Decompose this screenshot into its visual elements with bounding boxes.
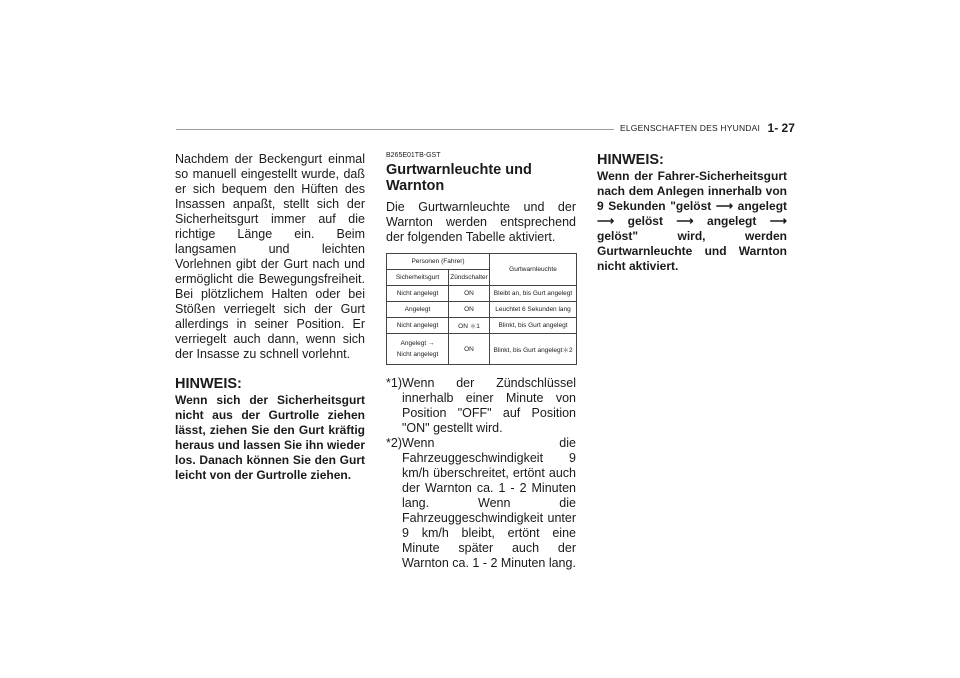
arrow-icon: ⟶ bbox=[597, 214, 615, 228]
table-group-header: Personen (Fahrer) bbox=[387, 254, 490, 270]
table-row bbox=[387, 318, 577, 334]
intro-paragraph: Die Gurtwarnleuchte und der Warnton werden entsprechend der folgenden Tabelle aktiviert. bbox=[386, 200, 576, 244]
table-cell: Leuchtet 6 Sekunden lang bbox=[490, 302, 577, 318]
table-row bbox=[387, 334, 577, 365]
note-heading-right: HINWEIS: bbox=[597, 152, 664, 168]
note-text: Wenn sich der Sicherheitsgurt nicht aus der Gurtrolle ziehen lässt, ziehen Sie den Gurt kräftig heraus und lassen Sie ihn wieder los. Danach können Sie den Gurt leicht von der Gurtrolle ziehen. bbox=[175, 393, 365, 482]
page-number: 1- 27 bbox=[767, 120, 795, 135]
arrow-icon: ⟶ bbox=[676, 214, 694, 228]
table-cell bbox=[387, 334, 449, 365]
footnote-mark: *2) bbox=[386, 436, 402, 450]
section-title: ELGENSCHAFTEN DES HYUNDAI bbox=[620, 122, 761, 133]
table-header-light: Gurtwarnleuchte bbox=[490, 254, 577, 286]
table-cell: Angelegt bbox=[387, 302, 449, 318]
note-segment: Wenn der Fahrer-Sicherheitsgurt nach dem Anlegen innerhalb von 9 Sekunden "gelöst bbox=[597, 169, 787, 213]
table-cell: Nicht angelegt bbox=[387, 318, 449, 334]
footnotes bbox=[386, 376, 576, 571]
note-segment: angelegt bbox=[737, 199, 788, 213]
table-cell-line: Nicht angelegt bbox=[396, 351, 439, 358]
table-cell: Blinkt, bis Gurt angelegt bbox=[490, 318, 577, 334]
note-segment: gelöst bbox=[627, 214, 663, 228]
footnote-text: Wenn der Zündschlüssel innerhalb einer Minute von Position "OFF" auf Position "ON" gestellt wird. bbox=[402, 376, 576, 435]
table-header-row bbox=[387, 254, 577, 270]
table-cell: Nicht angelegt bbox=[387, 286, 449, 302]
section-code: B265E01TB-GST bbox=[386, 152, 441, 159]
header-rule bbox=[176, 129, 614, 130]
footnote bbox=[386, 436, 576, 571]
table-cell: Blinkt, bis Gurt angelegt＊2 bbox=[490, 334, 577, 365]
belt-adjust-paragraph: Nachdem der Beckengurt einmal so manuell eingestellt wurde, daß er sich bequem den Hüften des Insassen anpaßt, stellt sich der Sicherheitsgurt immer auf die richtige Länge ein. Beim langsamen und leichten Vorlehnen gibt der Gurt nach und ermöglicht die Bewegungsfreiheit. Bei plötzlichem Halten oder bei Stößen verriegelt sich der Gurt allerdings in seiner Position. Er verriegelt auch dann, wenn sich der Insasse zu schnell vorlehnt. bbox=[175, 152, 365, 361]
table-header-belt: Sicherheitsgurt bbox=[387, 270, 449, 286]
table-cell: ON bbox=[449, 286, 490, 302]
note-text-right bbox=[597, 169, 787, 274]
table-cell: ON ＊1 bbox=[449, 318, 490, 334]
table-row bbox=[387, 302, 577, 318]
warning-table bbox=[386, 253, 577, 365]
arrow-icon: ⟶ bbox=[769, 214, 787, 228]
table-cell: Bleibt an, bis Gurt angelegt bbox=[490, 286, 577, 302]
footnote-text: Wenn die Fahrzeuggeschwindigkeit 9 km/h überschreitet, ertönt auch der Warnton ca. 1 - 2 Minuten lang. Wenn die Fahrzeuggeschwindigkeit unter 9 km/h bleibt, ertönt eine Minute später auch der Warnton ca. 1 - 2 Minuten lang. bbox=[402, 436, 576, 570]
table-cell-line: Angelegt → bbox=[400, 340, 435, 347]
section-title-warning: Gurtwarnleuchte und Warnton bbox=[386, 162, 532, 194]
column-right bbox=[597, 152, 787, 274]
footnote bbox=[386, 376, 576, 436]
page-header bbox=[620, 119, 795, 137]
column-left bbox=[175, 152, 365, 483]
table-cell: ON bbox=[449, 302, 490, 318]
table-row bbox=[387, 286, 577, 302]
note-segment: gelöst" wird, werden Gurtwarnleuchte und Warnton nicht aktiviert. bbox=[597, 229, 787, 273]
arrow-icon: ⟶ bbox=[715, 199, 734, 213]
column-middle bbox=[386, 152, 576, 571]
table-cell: ON bbox=[449, 334, 490, 365]
note-heading: HINWEIS: bbox=[175, 376, 242, 392]
note-segment: angelegt bbox=[707, 214, 757, 228]
table-header-switch: Zündschalter bbox=[449, 270, 490, 286]
footnote-mark: *1) bbox=[386, 376, 402, 390]
